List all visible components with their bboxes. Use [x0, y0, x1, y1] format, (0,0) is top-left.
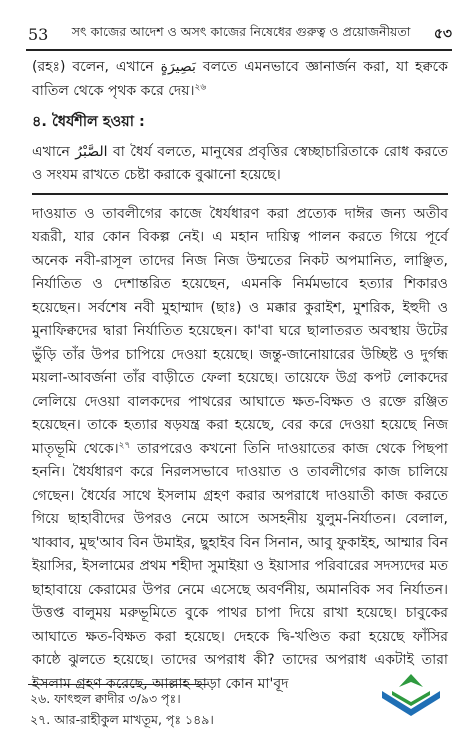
- publisher-logo-icon: [376, 671, 446, 717]
- page-number-left: 53: [28, 24, 49, 44]
- definition-text-start: এখানে: [32, 143, 76, 160]
- footnote-26: ২৬. ফাৎহুল ক্বাদীর ৩/৯৩ পৃঃ।: [30, 691, 181, 706]
- arabic-term-sabr: الصَّبْرُ: [75, 143, 108, 160]
- footnote-27: ২৭. আর-রাহীকুল মাখতূম, পৃঃ ১৪৯।: [30, 712, 214, 727]
- intro-paragraph: [32, 56, 448, 103]
- footnote-rule: [28, 684, 208, 685]
- section-heading: ৪. ধৈর্যশীল হওয়া :: [32, 114, 145, 130]
- definition-text-end: বা ধৈর্য বলতে, মানুষের প্রবৃত্তির স্বেচ্ছাচারিতাকে রোধ করতে ও সংযম রাখতে চেষ্টা করাকে বুঝানো হয়েছে।: [32, 143, 448, 183]
- footnote-ref-26[interactable]: ২৬: [194, 81, 207, 92]
- arabic-term-basira: بَصِيرَةٍ: [160, 59, 196, 75]
- header-rule: [26, 49, 452, 51]
- footnote-ref-27[interactable]: ২৭: [118, 439, 131, 450]
- main-paragraph: [32, 203, 448, 697]
- intro-text-start: (রহঃ) বলেন, এখানে: [32, 59, 161, 75]
- running-title: সৎ কাজের আদেশ ও অসৎ কাজের নিষেধের গুরুত্ব ও প্রয়োজনীয়তা: [71, 24, 411, 39]
- page-number-right: ৫৩: [433, 26, 452, 42]
- intro-text-end: বলতে এমনভাবে জ্ঞানার্জন করা, যা হক্বকে বাতিল থেকে পৃথক করে দেয়।: [32, 59, 448, 99]
- page-header: [28, 22, 452, 46]
- footnotes: [30, 688, 214, 730]
- main-text-part-2: তারপরেও কখনো তিনি দাওয়াতের কাজ থেকে পিছপা হননি। ধৈর্যধারণ করে নিরলসভাবে দাওয়াত ও তাবলীগের কাজ চালিয়ে গেছেন। ধৈর্যের সাথে ইসলাম গ্রহণ করার অপরাধে দাওয়াতী কাজ করতে গিয়ে ছাহাবীদের উপরও নেমে আসে অসহনীয় যুলুম-নির্যাতন। বেলাল, খাব্বাব, মুছ'আব বিন উমাইর, ছুহাইব বিন সিনান, আবু ফুকাইহ, আম্মার বিন ইয়াসির, ইসলামের প্রথম শহীদা সুমাইয়া ও ইয়াসার পরিবারের সদস্যদের মত ছাহাবায়ে কেরামের উপর নেমে এসেছে অবর্ণনীয়, অমানবিক সব নির্যাতন। উত্তপ্ত বালুময় মরুভূমিতে বুকে পাথর চাপা দিয়ে রাখা হয়েছে। চাবুকের আঘাতে ক্ষত-বিক্ষত করা হয়েছে। দেহকে দ্বি-খণ্ডিত করা হয়েছে ফাঁসির কাষ্ঠে ঝুলতে হয়েছে। তাদের অপরাধ কী? তাদের অপরাধ একটাই তারা ইসলাম গ্রহণ করেছে, আল্লাহ ছাড়া কোন মা'বূদ: [32, 440, 448, 692]
- definition-paragraph: [32, 141, 448, 188]
- main-text-part-1: দাওয়াত ও তাবলীগের কাজে ধৈর্যধারণ করা প্রত্যেক দাঈর জন্য অতীব যরূরী, যার কোন বিকল্প নেই। এ মহান দায়িত্ব পালন করতে গিয়ে পূর্বে অনেক নবী-রাসূল তাদের নিজ নিজ উম্মতের নিকট অপমানিত, লাঞ্ছিত, নির্যাতিত ও দেশান্তরিত হয়েছেন, এমনকি নির্মমভাবে হত্যার শিকারও হয়েছেন। সর্বশেষ নবী মুহাম্মাদ (ছাঃ) ও মক্কার কুরাইশ, মুশরিক, ইহুদী ও মুনাফিক্বদের দ্বারা নির্যাতিত হয়েছেন। কা'বা ঘরে ছালাতরত অবস্থায় উটের ভুঁড়ি তাঁর উপর চাপিয়ে দেওয়া হয়েছে। জন্তু-জানোয়ারের উচ্ছিষ্ট ও দুর্গন্ধ ময়লা-আবর্জনা তাঁর বাড়ীতে ফেলা হয়েছে। তায়েফে উগ্র কপট লোকদের লেলিয়ে দেওয়া বালকদের পাথরের আঘাতে ক্ষত-বিক্ষত ও রক্তে রঞ্জিত হয়েছেন। তাকে হত্যার ষড়যন্ত্র করা হয়েছে, বের করে দেওয়া হয়েছে নিজ মাতৃভূমি থেকে।: [32, 205, 448, 457]
- body-text: [32, 56, 448, 696]
- paragraph-separator: [32, 193, 448, 195]
